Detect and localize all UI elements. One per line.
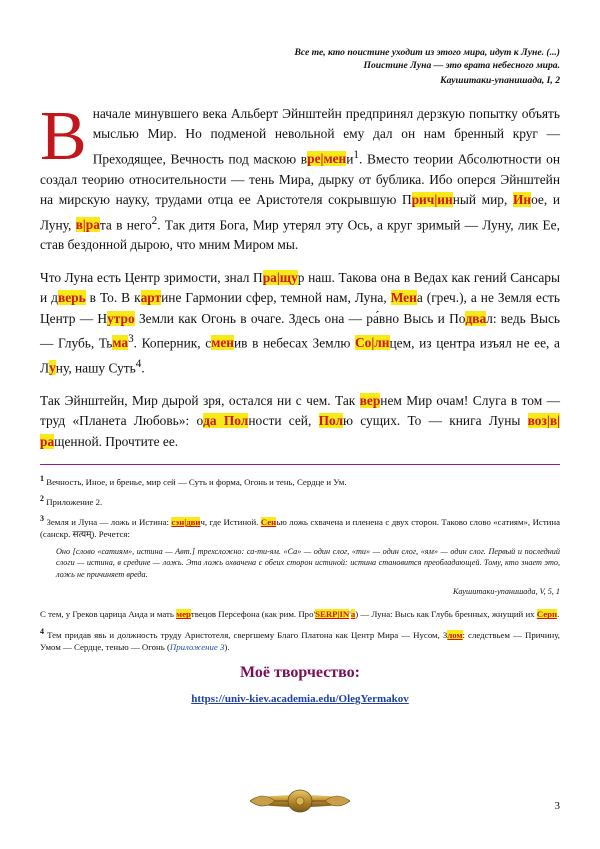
text-run: ну, нашу Суть: [55, 360, 136, 376]
text-run: а (греч.), а не Земля есть Центр — Н: [40, 290, 560, 326]
text-run: Л: [40, 360, 50, 376]
footnote-separator: [40, 464, 560, 465]
highlight: Сен: [260, 517, 277, 528]
text-run: нем Мир очам! Слуга в том — труд «Планета Любовь»: о: [40, 392, 560, 429]
text-run: .: [141, 360, 145, 376]
text-run: Так Эйнштейн, Мир дырой зря, остался ни с чем. Так: [40, 392, 360, 408]
highlight: в|ра: [75, 216, 100, 232]
text-run: . Коперник, с: [133, 335, 212, 351]
footnote-ref[interactable]: 1: [353, 148, 359, 161]
text-run: начале минувшего века Альберт Эйнштейн предпринял дерзкую попытку объять мыслью Мир. Но подменой невольной ему дал он нам бренный круг — Преходящее, Вечность под маскою в: [92, 106, 560, 167]
footnote-text: С тем, у Греков царица Аида и мать: [40, 609, 177, 620]
footnote-4: [40, 626, 560, 653]
text-run: та в него: [99, 216, 152, 232]
footnote-number: 1: [40, 473, 44, 483]
highlight: лом: [447, 629, 463, 640]
footnote-3-continued: [40, 608, 560, 620]
text-run: ю сущих. То — книга Луны: [343, 413, 528, 429]
footnote-number: 2: [40, 494, 44, 504]
paragraph-1: [40, 98, 560, 256]
epigraph-line: Поистине Луна — это врата небесного мира.: [363, 60, 560, 71]
epigraph-source: Каушитаки-упанишада, I, 2: [440, 75, 560, 86]
highlight: SERP|IN: [315, 609, 350, 620]
text-run: в То. В к: [85, 290, 141, 306]
footnote-text: Приложение 2.: [46, 497, 103, 508]
highlight: а: [350, 609, 356, 620]
footnote-text: ) — Луна: Высь как Глубь бренных, жнущий их: [355, 609, 537, 620]
text-run: и: [346, 151, 354, 167]
footnote-ref[interactable]: 3: [128, 333, 134, 345]
footnote-text: .: [557, 609, 560, 620]
text-run: ности сей,: [248, 413, 319, 429]
paragraph-3: [40, 391, 560, 452]
highlight: рич|ин: [411, 192, 453, 208]
epigraph: [140, 46, 560, 87]
highlight: Мен: [390, 290, 417, 306]
text-run: ный мир,: [452, 192, 513, 208]
highlight: утро: [107, 310, 135, 326]
highlight: ра|щу: [262, 269, 298, 285]
footnote-text: Вечность, Иное, и бренье, мир сей — Суть и форма, Огонь и тень, Сердце и Ум.: [46, 476, 347, 487]
epigraph-line: Все те, кто поистине уходит из этого мира, идут к Луне. (...): [294, 47, 560, 58]
highlight: ма: [112, 335, 129, 351]
footnote-1: [40, 473, 560, 488]
text-run: ив в небесах Землю: [233, 335, 355, 351]
text-run: ое, и Луну,: [40, 192, 560, 232]
highlight: Ин: [512, 192, 532, 208]
highlight: да Пол: [203, 413, 249, 429]
highlight: арт: [140, 290, 162, 306]
text-run: . Вместо теории Абсолютности он создал теорию относительности — тень Мира, дырку от бублика. Ибо оперся Эйнштейн на мирскую науку, трудами отца ее Аристотеля сокрывшую П: [40, 151, 560, 208]
footnote-text: ).: [224, 641, 230, 652]
highlight: мер: [176, 609, 191, 620]
text-run: р наш. Такова она в Ведах как гений Сансары и д: [40, 269, 560, 306]
dropcap: В: [40, 98, 87, 175]
quote-source: Каушитаки-упанишада, V, 5, 1: [453, 587, 560, 597]
footnote-3: [40, 513, 560, 540]
highlight: мен: [211, 335, 234, 351]
footnote-text: : следствьем — Причину, Умом — Сердце, тенью — Огонь (: [40, 629, 560, 652]
highlight: сэн|дви: [171, 517, 201, 528]
footnote-number: 4: [40, 626, 44, 636]
paragraph-2: [40, 268, 560, 379]
block-quote: Оно [слово «сатиям», истина — Авт.] трехсложно: са-ти-ям. «Са» — один слог, «ти» — один слог, «ям» — один слог. Первый и последний слоги — истина, в средине — ложь. Эта ложь охвачена с обеих сторон истиной: истина становится преобладающей. Тому, кто знает это, ложь не причиняет вреда.: [56, 546, 560, 579]
footnote-number: 3: [40, 514, 44, 524]
footnote-text: ч, где Истиной.: [200, 517, 261, 528]
text-run: . Так дитя Бога, Мир утерял эту Ось, а круг зримый — Луну, лик Ее, став бездонной дырою, что мним Миром мы.: [40, 216, 560, 253]
text-run: цем, из центра изъял не ее, а: [389, 335, 560, 351]
highlight: Серп: [536, 609, 558, 620]
academia-link[interactable]: https://univ-kiev.academia.edu/OlegYermakov: [191, 693, 409, 706]
highlight: два: [465, 310, 487, 326]
highlight: верь: [57, 290, 86, 306]
text-run: л: ведь Высь — Глубь, Ть: [40, 310, 560, 351]
footnote-ref[interactable]: 4: [135, 357, 142, 370]
highlight: Со|лн: [354, 335, 390, 351]
creation-title: Моё творчество:: [239, 663, 361, 681]
footnote-ref[interactable]: 2: [151, 214, 158, 227]
text-run: щенной. Прочтите ее.: [54, 433, 179, 449]
highlight: у: [49, 360, 56, 376]
creation-block: [40, 663, 560, 710]
page-number: 3: [554, 800, 560, 812]
footnote-text: ью ложь схвачена и пленена с двух сторон. Таково слово «сатиям», Истина (санскр. सत्यम्). Речется:: [40, 517, 560, 540]
text-run: ине Гармонии сфер, темной нам, Луна,: [161, 290, 391, 306]
highlight: Пол: [318, 413, 344, 429]
footnote-text: твецов Персефона (как рим. Про': [190, 609, 316, 620]
gold-ornament-icon: [245, 787, 355, 815]
highlight: вер: [359, 392, 381, 408]
highlight: воз|в|ра: [40, 413, 561, 449]
highlight: ре|мен: [307, 151, 347, 167]
appendix-link[interactable]: Приложение 3: [169, 641, 225, 652]
footnote-text: Земля и Луна — ложь и Истина:: [46, 517, 172, 528]
text-run: Земли как Огонь в очаге. Здесь она — ра́вно Высь и По: [134, 310, 466, 326]
footnote-2: [40, 493, 560, 508]
main-text: [40, 98, 561, 710]
text-run: Что Луна есть Центр зримости, знал П: [40, 269, 263, 285]
footnote-text: Тем придав явь и должность труду Аристотеля, свергшему Благо Платона как Центр Мира — Нусом, З: [47, 629, 448, 640]
